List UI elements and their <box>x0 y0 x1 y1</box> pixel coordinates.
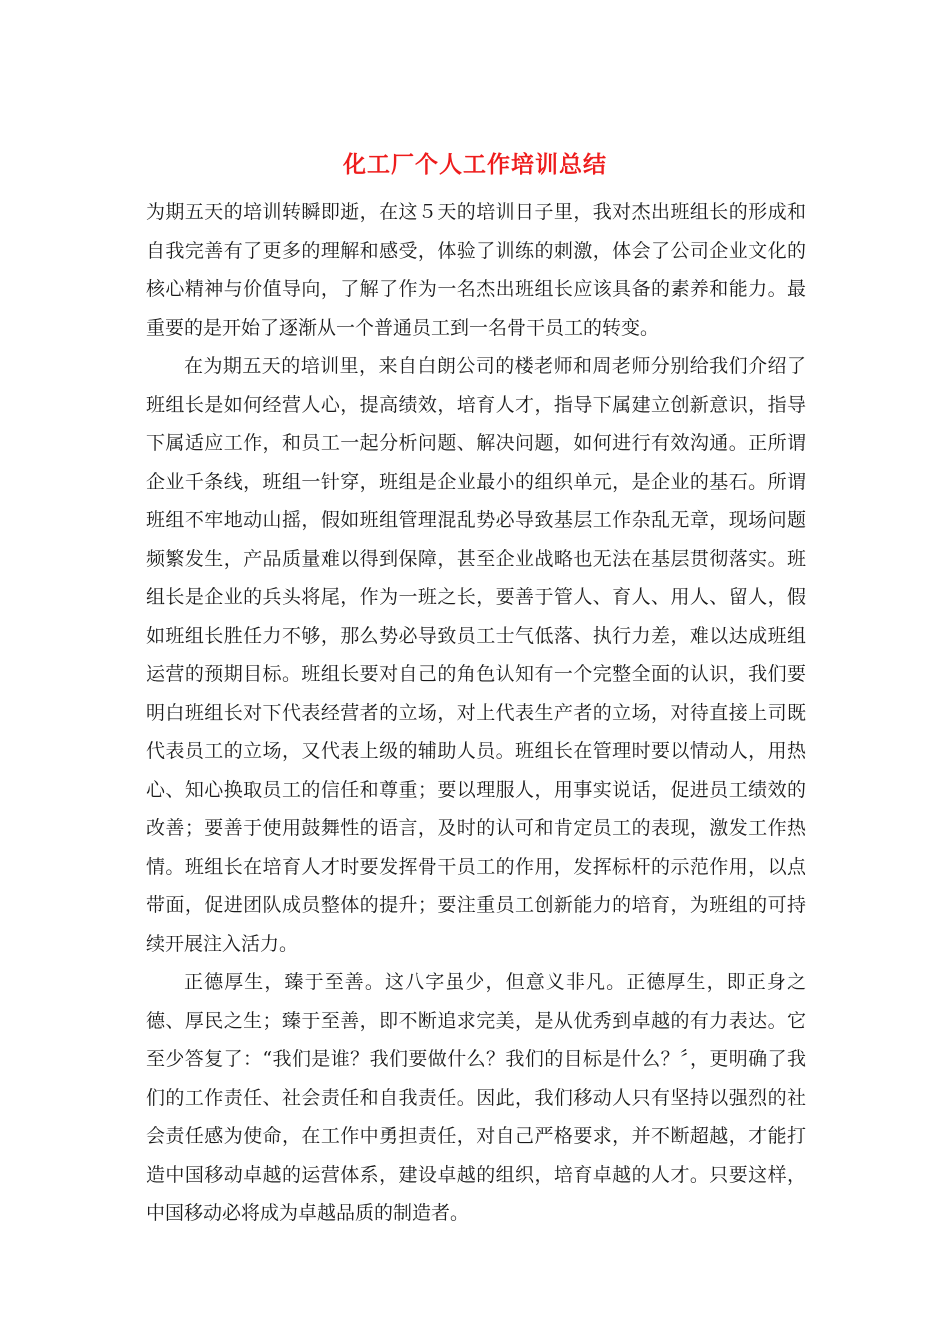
document-title: 化工厂个人工作培训总结 <box>343 151 607 178</box>
paragraph-2: 在为期五天的培训里，来自白朗公司的楼老师和周老师分别给我们介绍了班组长是如何经营人心，提高绩效，培育人才，指导下属建立创新意识，指导下属适应工作，和员工一起分析问题、解决问题，如何进行有效沟通。正所谓企业千条线，班组一针穿，班组是企业最小的组织单元，是企业的基石。所谓班组不牢地动山摇，假如班组管理混乱势必导致基层工作杂乱无章，现场问题频繁发生，产品质量难以得到保障，甚至企业战略也无法在基层贯彻落实。班组长是企业的兵头将尾，作为一班之长，要善于管人、育人、用人、留人，假如班组长胜任力不够，那么势必导致员工士气低落、执行力差，难以达成班组运营的预期目标。班组长要对自己的角色认知有一个完整全面的认识，我们要明白班组长对下代表经营者的立场，对上代表生产者的立场，对待直接上司既代表员工的立场，又代表上级的辅助人员。班组长在管理时要以情动人，用热心、知心换取员工的信任和尊重；要以理服人，用事实说话，促进员工绩效的改善；要善于使用鼓舞性的语言，及时的认可和肯定员工的表现，激发工作热情。班组长在培育人才时要发挥骨干员工的作用，发挥标杆的示范作用，以点带面，促进团队成员整体的提升；要注重员工创新能力的培育，为班组的可持续开展注入活力。 <box>146 355 806 955</box>
paragraph-3: 正德厚生，臻于至善。这八字虽少，但意义非凡。正德厚生，即正身之德、厚民之生；臻于至善，即不断追求完美，是从优秀到卓越的有力表达。它至少答复了：“我们是谁？我们要做什么？我们的目标是什么？〞，更明确了我们的工作责任、社会责任和自我责任。因此，我们移动人只有坚持以强烈的社会责任感为使命，在工作中勇担责任，对自己严格要求，并不断超越，才能打造中国移动卓越的运营体系，建设卓越的组织，培育卓越的人才。只要这样，中国移动必将成为卓越品质的制造者。 <box>146 971 806 1224</box>
document-body <box>146 193 806 1233</box>
paragraph-1: 为期五天的培训转瞬即逝，在这５天的培训日子里，我对杰出班组长的形成和自我完善有了更多的理解和感受，体验了训练的刺激，体会了公司企业文化的核心精神与价值导向，了解了作为一名杰出班组长应该具备的素养和能力。最重要的是开始了逐渐从一个普通员工到一名骨干员工的转变。 <box>146 201 806 339</box>
